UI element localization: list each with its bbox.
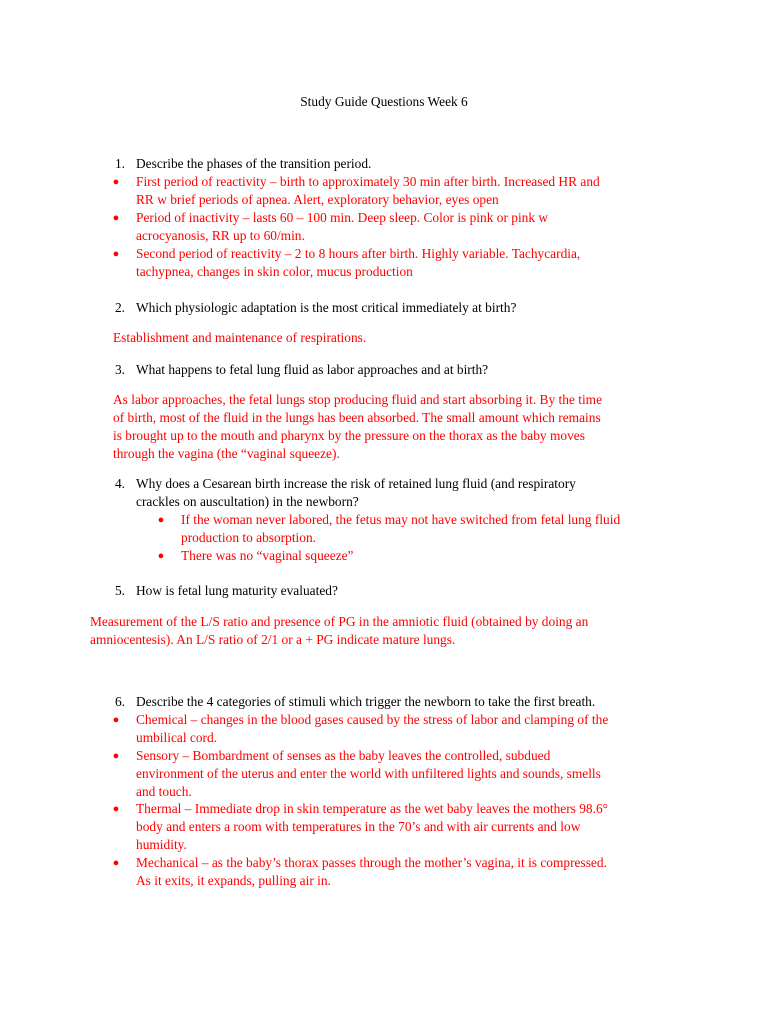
question-number: 4.	[114, 476, 125, 491]
answer-line: tachypnea, changes in skin color, mucus production	[136, 264, 413, 279]
answer-line: through the vagina (the “vaginal squeeze).	[113, 446, 340, 461]
answer-line: There was no “vaginal squeeze”	[181, 548, 354, 563]
bullet-icon: ●	[157, 550, 165, 562]
bullet-icon: ●	[112, 714, 120, 726]
question-number: 5.	[114, 583, 125, 598]
answer-line: First period of reactivity – birth to approximately 30 min after birth. Increased HR and	[136, 174, 600, 189]
answer-line: Measurement of the L/S ratio and presence of PG in the amniotic fluid (obtained by doing an	[90, 614, 589, 629]
answer-line: body and enters a room with temperatures in the 70’s and with air currents and low	[136, 819, 581, 834]
answer-line: acrocyanosis, RR up to 60/min.	[136, 228, 305, 243]
question-text: Describe the 4 categories of stimuli which trigger the newborn to take the first breath.	[136, 694, 596, 709]
bullet-icon: ●	[112, 176, 120, 188]
answer-line: RR w brief periods of apnea. Alert, exploratory behavior, eyes open	[136, 192, 499, 207]
answer-line: environment of the uterus and enter the world with unfiltered lights and sounds, smells	[136, 766, 601, 781]
bullet-icon: ●	[112, 750, 120, 762]
answer-line: Mechanical – as the baby’s thorax passes through the mother’s vagina, it is compressed.	[136, 855, 607, 870]
answer-line: humidity.	[136, 837, 187, 852]
bullet-icon: ●	[112, 212, 120, 224]
answer-line: Sensory – Bombardment of senses as the baby leaves the controlled, subdued	[136, 748, 551, 763]
answer-line: Chemical – changes in the blood gases caused by the stress of labor and clamping of the	[136, 712, 609, 727]
bullet-icon: ●	[157, 514, 165, 526]
question-number: 2.	[114, 300, 125, 315]
page-title: Study Guide Questions Week 6	[300, 94, 468, 109]
question-number: 1.	[114, 156, 125, 171]
answer-line: umbilical cord.	[136, 730, 218, 745]
answer-line: Period of inactivity – lasts 60 – 100 min. Deep sleep. Color is pink or pink w	[136, 210, 549, 225]
question-text: Describe the phases of the transition period.	[136, 156, 372, 171]
answer-line: is brought up to the mouth and pharynx by the pressure on the thorax as the baby moves	[113, 428, 585, 443]
answer-line: Thermal – Immediate drop in skin temperature as the wet baby leaves the mothers 98.6°	[136, 801, 609, 816]
question-number: 6.	[114, 694, 125, 709]
bullet-icon: ●	[112, 857, 120, 869]
answer-line: of birth, most of the fluid in the lungs has been absorbed. The small amount which remains	[113, 410, 601, 425]
answer-line: Second period of reactivity – 2 to 8 hours after birth. Highly variable. Tachycardia,	[136, 246, 581, 261]
answer-line: production to absorption.	[181, 530, 317, 545]
answer-text: Establishment and maintenance of respirations.	[113, 330, 367, 345]
answer-line: amniocentesis). An L/S ratio of 2/1 or a + PG indicate mature lungs.	[90, 632, 456, 647]
question-text: Why does a Cesarean birth increase the risk of retained lung fluid (and respiratory	[136, 476, 576, 491]
answer-line: As it exits, it expands, pulling air in.	[136, 873, 331, 888]
answer-line: As labor approaches, the fetal lungs stop producing fluid and start absorbing it. By the time	[113, 392, 603, 407]
question-text: How is fetal lung maturity evaluated?	[136, 583, 338, 598]
question-text: Which physiologic adaptation is the most critical immediately at birth?	[136, 300, 517, 315]
question-number: 3.	[114, 362, 125, 377]
question-text: crackles on auscultation) in the newborn?	[136, 494, 359, 509]
bullet-icon: ●	[112, 248, 120, 260]
answer-line: If the woman never labored, the fetus may not have switched from fetal lung fluid	[181, 512, 621, 527]
answer-line: and touch.	[136, 784, 192, 799]
bullet-icon: ●	[112, 803, 120, 815]
question-text: What happens to fetal lung fluid as labor approaches and at birth?	[136, 362, 489, 377]
